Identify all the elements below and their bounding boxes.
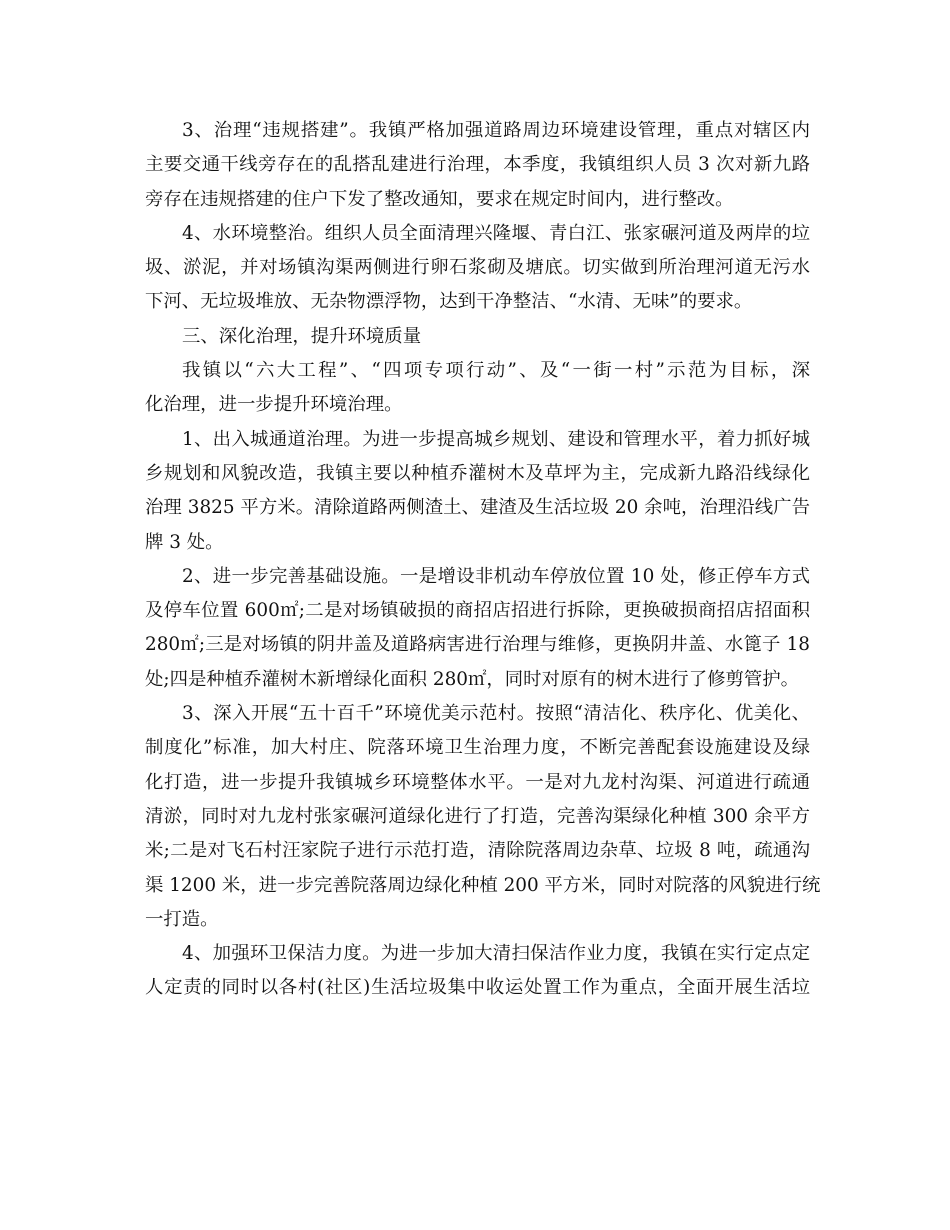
- text-line: 化打造，进一步提升我镇城乡环境整体水平。一是对九龙村沟渠、河道进行疏通: [145, 771, 810, 793]
- text-line: 3、治理“违规搭建”。我镇严格加强道路周边环境建设管理，重点对辖区内: [182, 120, 810, 141]
- section-heading: 三、深化治理，提升环境质量: [182, 325, 422, 347]
- text-line: 米;二是对飞石村汪家院子进行示范打造，清除院落周边杂草、垃圾 8 吨，疏通沟: [145, 840, 810, 862]
- text-line: 清淤，同时对九龙村张家碾河道绿化进行了打造，完善沟渠绿化种植 300 余平方: [145, 805, 810, 827]
- text-line: 2、进一步完善基础设施。一是增设非机动车停放位置 10 处，修正停车方式: [182, 565, 810, 587]
- text-line: 渠 1200 米，进一步完善院落周边绿化种植 200 平方米，同时对院落的风貌进行统: [145, 874, 821, 896]
- text-line: 化治理，进一步提升环境治理。: [145, 394, 403, 416]
- text-line: 下河、无垃圾堆放、无杂物漂浮物，达到干净整洁、“水清、无味”的要求。: [145, 291, 753, 313]
- text-line: 人定责的同时以各村(社区)生活垃圾集中收运处置工作为重点，全面开展生活垃: [145, 977, 810, 999]
- document-body: [145, 114, 821, 1006]
- text-line: 1、出入城通道治理。为进一步提高城乡规划、建设和管理水平，着力抓好城: [182, 428, 810, 450]
- text-line: 治理 3825 平方米。清除道路两侧渣土、建渣及生活垃圾 20 余吨，治理沿线广告: [145, 497, 810, 519]
- text-line: 3、深入开展“五十百千”环境优美示范村。按照“清洁化、秩序化、优美化、: [182, 703, 810, 725]
- text-line: 乡规划和风貌改造，我镇主要以种植乔灌树木及草坪为主，完成新九路沿线绿化: [145, 462, 810, 484]
- text-line: 4、水环境整治。组织人员全面清理兴隆堰、青白江、张家碾河道及两岸的垃: [182, 222, 810, 244]
- text-line: 圾、淤泥，并对场镇沟渠两侧进行卵石浆砌及塘底。切实做到所治理河道无污水: [145, 257, 810, 279]
- text-line: 旁存在违规搭建的住户下发了整改通知，要求在规定时间内，进行整改。: [145, 188, 734, 210]
- text-line: 我镇以“六大工程”、“四项专项行动”、及“一街一村”示范为目标，深: [182, 360, 810, 382]
- text-line: 4、加强环卫保洁力度。为进一步加大清扫保洁作业力度，我镇在实行定点定: [182, 943, 810, 965]
- text-line: 一打造。: [145, 908, 219, 930]
- text-line: 处;四是种植乔灌树木新增绿化面积 280㎡，同时对原有的树木进行了修剪管护。: [145, 668, 800, 690]
- text-line: 制度化”标准，加大村庄、院落环境卫生治理力度，不断完善配套设施建设及绿: [145, 737, 810, 759]
- text-line: 牌 3 处。: [145, 531, 224, 553]
- text-line: 280㎡;三是对场镇的阴井盖及道路病害进行治理与维修，更换阴井盖、水篦子 18: [145, 634, 810, 656]
- text-line: 主要交通干线旁存在的乱搭乱建进行治理，本季度，我镇组织人员 3 次对新九路: [145, 154, 810, 176]
- text-line: 及停车位置 600㎡;二是对场镇破损的商招店招进行拆除，更换破损商招店招面积: [145, 600, 810, 622]
